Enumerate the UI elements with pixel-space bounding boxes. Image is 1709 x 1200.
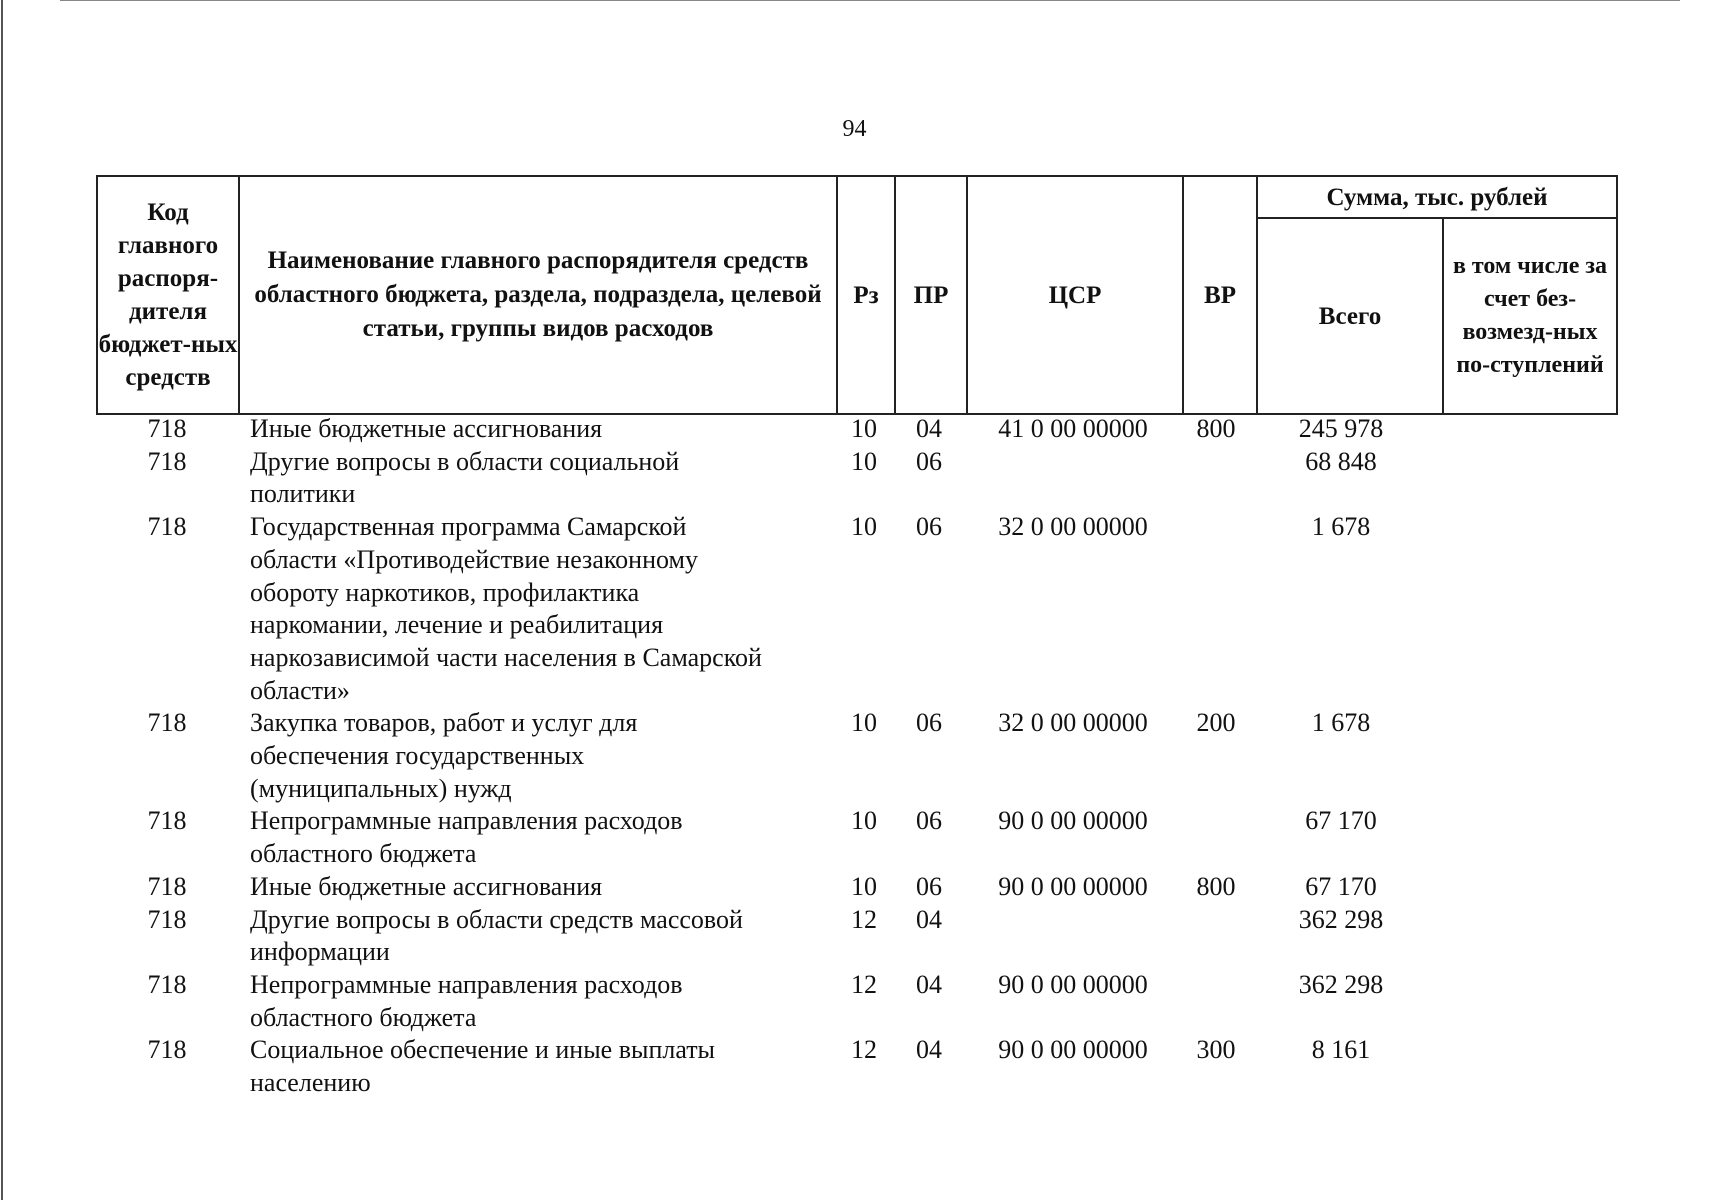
header-total: Всего	[1257, 218, 1443, 414]
table-row	[96, 871, 1377, 904]
cell-pr: 04	[916, 1035, 942, 1065]
cell-vr: 800	[1196, 414, 1236, 443]
table-header	[96, 175, 1618, 415]
cell-total: 362 298	[1298, 969, 1384, 999]
cell-total: 8 161	[1311, 1035, 1371, 1065]
header-gratis: в том числе за счет без-возмезд-ных по-ступлений	[1443, 218, 1617, 414]
cell-name: Закупка товаров, работ и услуг для обеспечения государственных (муниципальных) нужд	[250, 708, 638, 803]
cell-pr: 04	[916, 969, 942, 999]
table-row	[96, 969, 1384, 1034]
cell-vr: 200	[1196, 708, 1236, 738]
scan-top-edge	[60, 0, 1680, 1]
cell-csr: 41 0 00 00000	[998, 414, 1148, 443]
cell-csr: 32 0 00 00000	[998, 708, 1148, 738]
cell-pr: 06	[916, 708, 942, 738]
cell-code: 718	[147, 806, 187, 836]
cell-total: 68 848	[1305, 446, 1377, 476]
cell-name: Непрограммные направления расходов областного бюджета	[250, 806, 683, 869]
cell-rz: 10	[851, 446, 877, 476]
cell-rz: 10	[851, 871, 877, 901]
cell-code: 718	[147, 871, 187, 901]
cell-code: 718	[147, 512, 187, 542]
table-row	[96, 904, 1384, 969]
cell-rz: 10	[851, 708, 877, 738]
cell-name: Непрограммные направления расходов областного бюджета	[250, 969, 683, 1032]
cell-rz: 10	[851, 414, 877, 443]
cell-rz: 12	[851, 1035, 877, 1065]
header-rz: Рз	[837, 176, 895, 414]
cell-total: 67 170	[1305, 806, 1377, 836]
cell-csr: 32 0 00 00000	[998, 512, 1148, 542]
cell-code: 718	[147, 1035, 187, 1065]
cell-vr: 800	[1196, 871, 1236, 901]
header-code: Код главного распоря-дителя бюджет-ных средств	[97, 176, 239, 414]
cell-rz: 12	[851, 904, 877, 934]
cell-csr: 90 0 00 00000	[998, 871, 1148, 901]
header-pr: ПР	[895, 176, 967, 414]
table-row	[96, 511, 1371, 707]
header-vr: ВР	[1183, 176, 1257, 414]
cell-rz: 10	[851, 512, 877, 542]
cell-code: 718	[147, 708, 187, 738]
table-row	[96, 1034, 1371, 1099]
cell-name: Социальное обеспечение и иные выплаты населению	[250, 1035, 716, 1098]
cell-name: Другие вопросы в области средств массовой информации	[250, 904, 743, 967]
cell-vr: 300	[1196, 1035, 1236, 1065]
header-sum: Сумма, тыс. рублей	[1257, 176, 1617, 218]
scan-left-edge	[1, 0, 3, 1200]
table-row	[96, 413, 1384, 446]
cell-code: 718	[147, 446, 187, 476]
cell-csr: 90 0 00 00000	[998, 806, 1148, 836]
cell-pr: 06	[916, 446, 942, 476]
cell-total: 1 678	[1311, 512, 1371, 542]
cell-code: 718	[147, 969, 187, 999]
cell-pr: 06	[916, 512, 942, 542]
cell-csr: 90 0 00 00000	[998, 1035, 1148, 1065]
table-body	[96, 413, 1384, 1100]
cell-total: 362 298	[1298, 904, 1384, 934]
cell-pr: 04	[916, 414, 942, 443]
cell-pr: 06	[916, 871, 942, 901]
table-row	[96, 707, 1371, 805]
cell-rz: 12	[851, 969, 877, 999]
cell-rz: 10	[851, 806, 877, 836]
cell-total: 67 170	[1305, 871, 1377, 901]
cell-code: 718	[147, 904, 187, 934]
cell-total: 245 978	[1298, 414, 1384, 443]
cell-total: 1 678	[1311, 708, 1371, 738]
cell-csr: 90 0 00 00000	[998, 969, 1148, 999]
table-row	[96, 805, 1377, 870]
header-csr: ЦСР	[967, 176, 1183, 414]
cell-name: Государственная программа Самарской области «Противодействие незаконному обороту наркотиков, профилактика наркомании, лечение и реабилитация наркозависимой части населения в Самарской области»	[250, 512, 762, 705]
header-name: Наименование главного распорядителя средств областного бюджета, раздела, подраздела, целевой статьи, группы видов расходов	[239, 176, 837, 414]
page-number: 94	[842, 116, 867, 142]
table-row	[96, 446, 1377, 511]
cell-name: Иные бюджетные ассигнования	[250, 871, 603, 901]
cell-name: Иные бюджетные ассигнования	[250, 414, 603, 443]
cell-pr: 04	[916, 904, 942, 934]
cell-name: Другие вопросы в области социальной политики	[250, 446, 680, 509]
cell-code: 718	[147, 414, 187, 443]
cell-pr: 06	[916, 806, 942, 836]
